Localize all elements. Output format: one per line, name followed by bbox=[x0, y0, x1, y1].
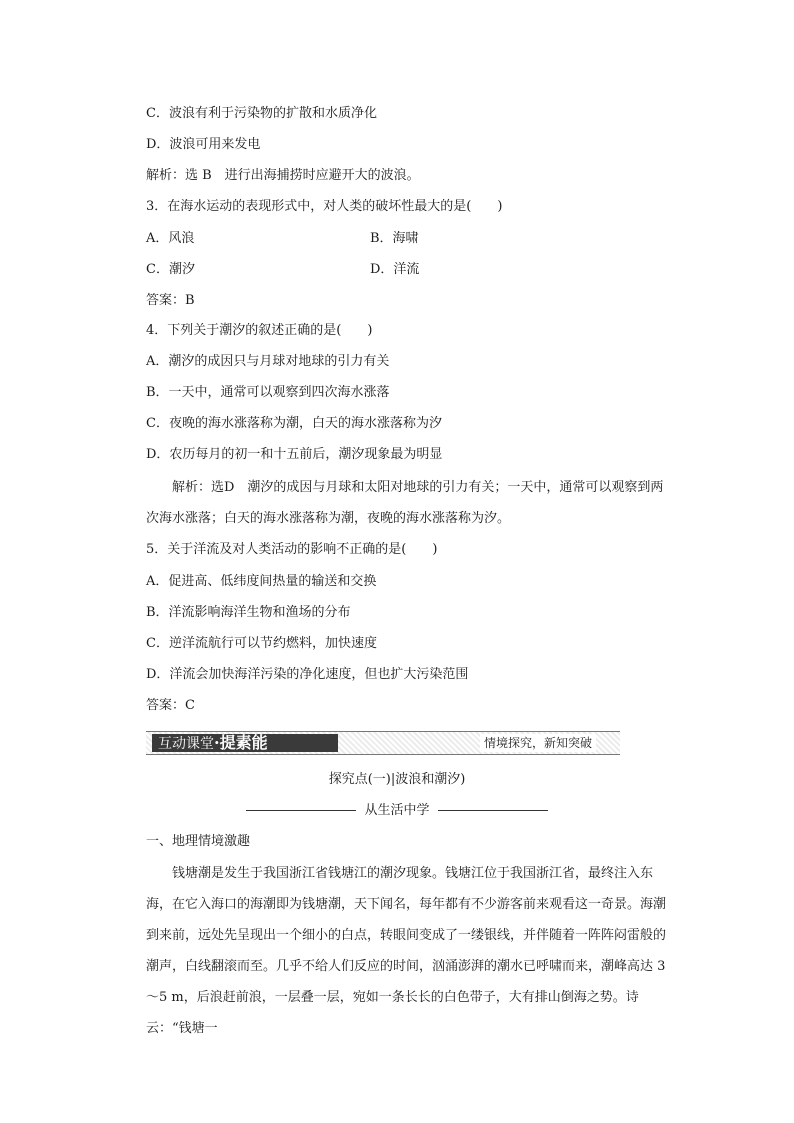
q2-analysis: 解析：选 B 进行出海捕捞时应避开大的波浪。 bbox=[146, 168, 420, 183]
q4-stem: 4．下列关于潮汐的叙述正确的是( ) bbox=[146, 323, 373, 338]
q3-stem: 3．在海水运动的表现形式中，对人类的破坏性最大的是( ) bbox=[146, 199, 503, 214]
section-banner bbox=[146, 731, 620, 755]
q2-option-d: D．波浪可用来发电 bbox=[146, 137, 261, 152]
divider-left bbox=[246, 810, 356, 811]
section-title: 探究点(一)|波浪和潮汐) bbox=[328, 772, 466, 787]
q5-option-d: D．洋流会加快海洋污染的净化速度，但也扩大污染范围 bbox=[146, 667, 469, 682]
q3-option-d: D．洋流 bbox=[370, 262, 420, 277]
divider-right bbox=[438, 810, 548, 811]
q4-option-a: A．潮汐的成因只与月球对地球的引力有关 bbox=[146, 354, 390, 369]
q5-option-a: A．促进高、低纬度间热量的输送和交换 bbox=[146, 574, 377, 589]
section-heading: 一、地理情境激趣 bbox=[146, 834, 251, 849]
banner-title-part-1: 互动课堂 bbox=[158, 736, 214, 752]
q4-analysis: 解析：选D 潮汐的成因与月球和太阳对地球的引力有关；一天中，通常可以观察到两次海水涨落；白天的海水涨落称为潮，夜晚的海水涨落称为汐。 bbox=[146, 480, 664, 526]
section-subtitle-row bbox=[0, 802, 794, 820]
section-subtitle: 从生活中学 bbox=[364, 803, 430, 818]
section-paragraph: 钱塘潮是发生于我国浙江省钱塘江的潮汐现象。钱塘江位于我国浙江省，最终注入东海，在它入海口的海潮即为钱塘潮，天下闻名，每年都有不少游客前来观看这一奇景。海潮到来前，远处先呈现出一个细小的白点，转眼间变成了一缕银线，并伴随着一阵阵闷雷般的潮声，白线翻滚而至。几乎不给人们反应的时间，汹涌澎湃的潮水已呼啸而来，潮峰高达 3～5 m，后浪赶前浪，一层叠一层，宛如一条长长的白色带子，大有排山倒海之势。诗云：“钱塘一 bbox=[146, 866, 667, 1036]
q3-option-a: A．风浪 bbox=[146, 231, 195, 246]
q5-stem: 5．关于洋流及对人类活动的影响不正确的是( ) bbox=[146, 542, 438, 557]
q4-option-c: C．夜晚的海水涨落称为潮，白天的海水涨落称为汐 bbox=[146, 416, 442, 431]
q3-options-row-2 bbox=[146, 261, 646, 279]
banner-slogan: 情境探究，新知突破 bbox=[480, 734, 596, 752]
q3-answer: 答案：B bbox=[146, 293, 195, 308]
q5-option-c: C．逆洋流航行可以节约燃料，加快速度 bbox=[146, 636, 377, 651]
q5-option-b: B．洋流影响海洋生物和渔场的分布 bbox=[146, 605, 351, 620]
q3-options-row-1 bbox=[146, 230, 646, 248]
q3-option-c: C．潮汐 bbox=[146, 262, 195, 277]
q2-option-c: C．波浪有利于污染物的扩散和水质净化 bbox=[146, 106, 377, 121]
q3-option-b: B．海啸 bbox=[370, 231, 419, 246]
q4-option-b: B．一天中，通常可以观察到四次海水涨落 bbox=[146, 385, 390, 400]
banner-title bbox=[152, 734, 338, 752]
q5-answer: 答案：C bbox=[146, 698, 195, 713]
banner-title-part-2: ·提素能 bbox=[214, 733, 268, 752]
q4-option-d: D．农历每月的初一和十五前后，潮汐现象最为明显 bbox=[146, 447, 443, 462]
